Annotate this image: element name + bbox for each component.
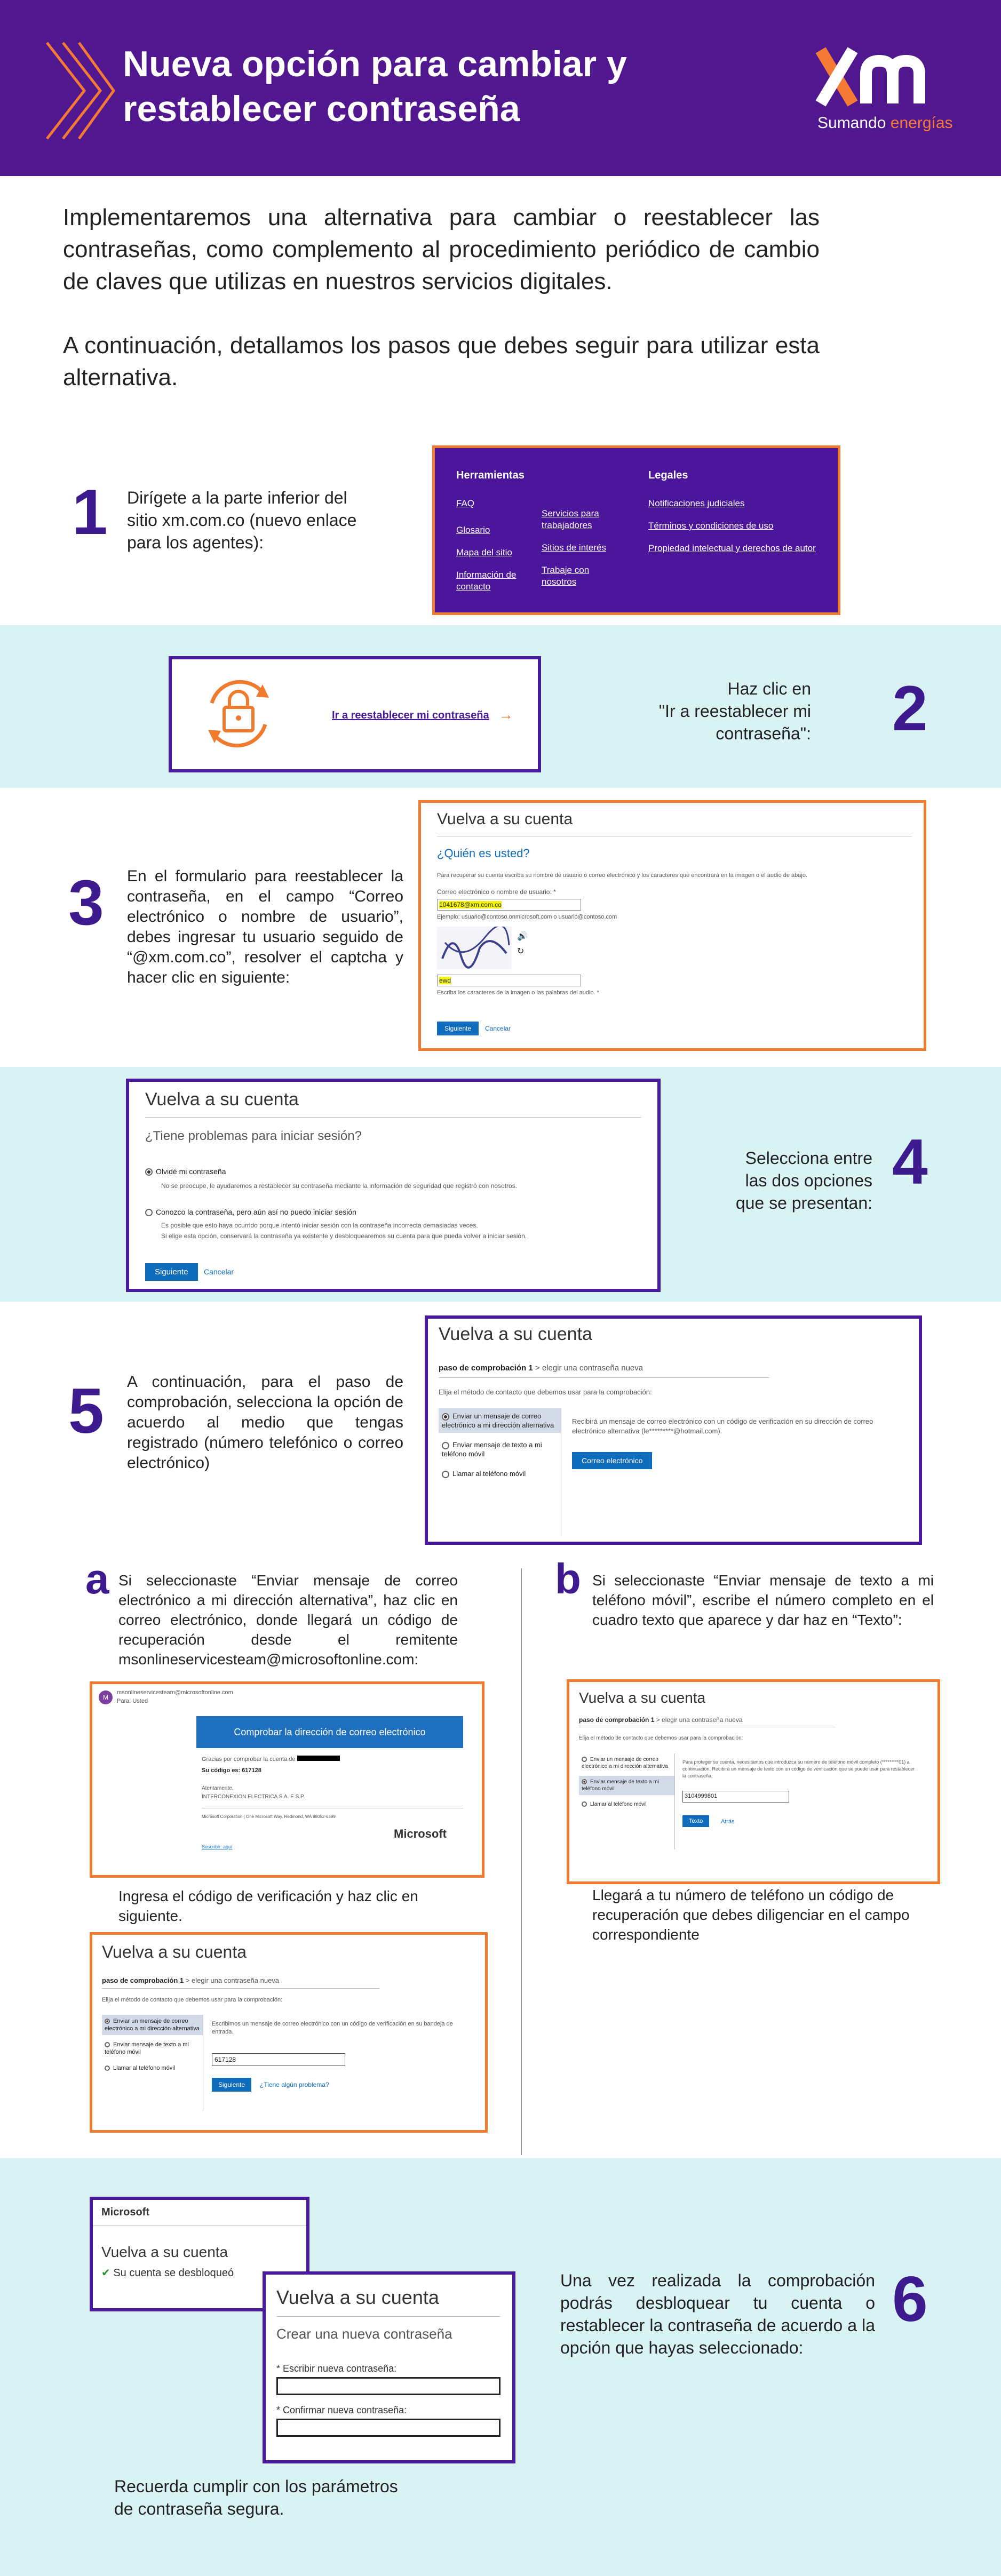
form-title: Vuelva a su cuenta [101, 2244, 228, 2260]
email-example: Ejemplo: usuario@contoso.onmicrosoft.com o usuario@contoso.com [437, 914, 617, 920]
substep-letter-b: b [555, 1555, 581, 1602]
step-number-4: 4 [892, 1126, 928, 1198]
step2-text: Haz clic en "Ir a reestablecer mi contraseña": [658, 679, 811, 743]
method-list [439, 1408, 561, 1536]
confirm-password-input[interactable] [276, 2419, 501, 2437]
radio-selected-icon[interactable] [145, 1168, 153, 1176]
mail-company: INTERCONEXION ELECTRICA S.A. E.S.P. [202, 1794, 305, 1800]
choose-method-label: Elija el método de contacto que debemos usar para la comprobación: [579, 1735, 743, 1741]
email-field[interactable]: 1041678@xm.com.co [437, 899, 581, 911]
choose-method-label: Elija el método de contacto que debemos usar para la comprobación: [439, 1388, 652, 1396]
confirm-password-label: * Confirmar nueva contraseña: [276, 2405, 407, 2415]
step6-text: Una vez realizada la comprobación podrás desbloquear tu cuenta o restablecer la contraseña de acuerdo a la opción que hayas seleccionado: [560, 2271, 875, 2357]
footer-link[interactable]: Glosario [456, 525, 490, 535]
microsoft-logo: Microsoft [394, 1827, 447, 1840]
method-info: Escribimos un mensaje de correo electrónico con un código de verificación en su bandeja de entrada. [212, 2021, 453, 2035]
method-option-call[interactable]: Llamar al teléfono móvil [102, 2062, 203, 2075]
refresh-icon[interactable]: ↻ [517, 947, 525, 956]
mail-fineprint: Microsoft Corporation | One Microsoft Way, Redmond, WA 98052-6399 [202, 1814, 336, 1819]
mail-code-line: Su código es: 617128 [202, 1767, 261, 1774]
option-description: No se preocupe, le ayudaremos a restablecer su contraseña mediante la información de seguridad que registró con nosotros. [161, 1182, 518, 1190]
footer-link[interactable]: Notificaciones judiciales [648, 498, 745, 508]
arrow-right-icon: → [498, 706, 513, 723]
mail-recipient: Para: Usted [117, 1698, 148, 1704]
step-number-3: 3 [68, 867, 104, 938]
cancel-link[interactable]: Cancelar [204, 1267, 234, 1276]
microsoft-logo: Microsoft [101, 2206, 149, 2218]
form-title: Vuelva a su cuenta [439, 1324, 592, 1344]
footer-heading-legal: Legales [648, 469, 688, 481]
step-number-2: 2 [892, 673, 928, 744]
verification-method-screenshot [425, 1315, 922, 1545]
form-title: Vuelva a su cuenta [102, 1942, 247, 1961]
footer-link[interactable]: Propiedad intelectual y derechos de autor [648, 543, 816, 553]
form-title: Vuelva a su cuenta [579, 1689, 706, 1706]
phone-input[interactable]: 3104999801 [682, 1791, 789, 1803]
trouble-signin-screenshot [126, 1079, 661, 1292]
verification-email-screenshot [90, 1681, 484, 1878]
form-subtitle: Crear una nueva contraseña [276, 2326, 452, 2342]
new-password-input[interactable] [276, 2377, 501, 2395]
unsubscribe-link[interactable]: Suscribir: aquí [202, 1844, 233, 1849]
radio-unselected-icon[interactable] [145, 1209, 153, 1216]
new-password-screenshot [263, 2271, 515, 2463]
mail-sender: msonlineservicesteam@microsoftonline.com [117, 1689, 233, 1696]
captcha-help: Escriba los caracteres de la imagen o las palabras del audio. * [437, 990, 599, 996]
check-circle-icon: ✔ [101, 2267, 110, 2279]
step-number-1: 1 [72, 476, 108, 548]
step-number-6: 6 [892, 2263, 928, 2335]
lock-reset-icon [198, 671, 279, 756]
stepA-text: Si seleccionaste “Enviar mensaje de correo electrónico a mi dirección alternativa”, haz clic en correo electrónico, donde llegará un código de recuperación desde el remitente msonlineservicesteam@microsoftonline.com: [118, 1572, 458, 1668]
page-title: Nueva opción para cambiar y restablecer contraseña [123, 44, 627, 129]
send-text-button[interactable]: Texto [682, 1815, 709, 1827]
enter-code-screenshot [90, 1932, 488, 2133]
step4-text: Selecciona entre las dos opciones que se presentan: [735, 1149, 872, 1213]
unlocked-message: ✔ Su cuenta se desbloqueó [101, 2267, 234, 2279]
captcha-image [437, 927, 512, 969]
footer-link[interactable]: Trabaje con nosotros [542, 565, 590, 587]
footer-link[interactable]: Mapa del sitio [456, 547, 512, 557]
email-field-label: Correo electrónico o nombre de usuario: * [437, 888, 556, 896]
sms-verification-screenshot [567, 1679, 940, 1884]
email-button[interactable]: Correo electrónico [572, 1452, 652, 1469]
logo-tagline: Sumando energías [817, 114, 953, 132]
avatar: M [99, 1690, 113, 1704]
intro-text: Implementaremos una alternativa para cambiar o reestablecer las contraseñas, como complemento al procedimiento periódico de cambio de claves que utilizas en nuestros servicios digitales. A continuación, detallamos los pasos que debes seguir para utilizar esta alternativa. [63, 204, 820, 390]
step-breadcrumb: paso de comprobación 1 > elegir una contraseña nueva [579, 1716, 743, 1724]
footer-link[interactable]: FAQ [456, 498, 475, 508]
footer-link[interactable]: Términos y condiciones de uso [648, 521, 774, 531]
form-description: Para recuperar su cuenta escriba su nombre de usuario o correo electrónico y los caracteres que encontrará en la imagen o el audio de abajo. [437, 872, 808, 879]
method-option-email[interactable]: Enviar un mensaje de correo electrónico a mi dirección alternativa [582, 1757, 668, 1769]
password-reminder: Recuerda cumplir con los parámetros de contraseña segura. [114, 2477, 398, 2518]
next-button[interactable]: Siguiente [437, 1022, 479, 1035]
mail-banner: Comprobar la dirección de correo electrónico [196, 1716, 463, 1748]
method-list [102, 2015, 203, 2111]
form-title: Vuelva a su cuenta [437, 810, 573, 828]
site-footer-screenshot [432, 445, 840, 615]
reset-link-screenshot [169, 656, 541, 772]
stepB-text2: Llegará a tu número de teléfono un código de recuperación que debes diligenciar en el campo correspondiente [592, 1887, 910, 1943]
next-button[interactable]: Siguiente [212, 2078, 251, 2092]
who-are-you-form-screenshot [418, 800, 926, 1051]
stepB-text: Si seleccionaste “Enviar mensaje de texto a mi teléfono móvil”, escribe el número completo en el cuadro texto que aparece y dar haz en “Texto”: [592, 1572, 934, 1628]
method-option-sms[interactable]: Enviar mensaje de texto a mi teléfono móvil [579, 1776, 674, 1795]
column-divider [521, 1568, 522, 2155]
captcha-field[interactable]: ewd [437, 975, 581, 986]
footer-link[interactable]: Servicios para trabajadores [542, 508, 599, 530]
footer-heading-tools: Herramientas [456, 469, 525, 481]
method-option-email[interactable]: Enviar un mensaje de correo electrónico a mi dirección alternativa [439, 1408, 561, 1433]
step-number-5: 5 [68, 1375, 104, 1447]
stepA-text2: Ingresa el código de verificación y haz clic en siguiente. [118, 1888, 418, 1924]
option-forgot-password[interactable]: Olvidé mi contraseña [145, 1167, 226, 1176]
form-subtitle: ¿Quién es usted? [437, 847, 530, 860]
mail-line1: Gracias por comprobar la cuenta de [202, 1756, 340, 1762]
verification-code-input[interactable]: 617128 [212, 2053, 345, 2066]
cancel-link[interactable]: Cancelar [485, 1025, 511, 1032]
xm-logo [815, 45, 933, 109]
choose-method-label: Elija el método de contacto que debemos usar para la comprobación: [102, 1997, 283, 2003]
form-title: Vuelva a su cuenta [145, 1089, 299, 1110]
option-know-password[interactable]: Conozco la contraseña, pero aún así no puedo iniciar sesión [145, 1208, 356, 1216]
method-option-email[interactable]: Enviar un mensaje de correo electrónico a mi dirección alternativa [102, 2015, 203, 2035]
option-description: Si elige esta opción, conservará la contraseña ya existente y desbloquearemos su cuenta para que pueda volver a iniciar sesión. [161, 1232, 527, 1240]
method-option-call[interactable]: Llamar al teléfono móvil [439, 1466, 561, 1481]
trouble-link[interactable]: ¿Tiene algún problema? [260, 2081, 329, 2088]
step3-text: En el formulario para reestablecer la contraseña, en el campo “Correo electrónico o nombre de usuario”, debes ingresar tu usuario seguido de “@xm.com.co”, resolver el captcha y hacer clic en siguiente: [127, 867, 403, 986]
next-button[interactable]: Siguiente [145, 1263, 198, 1281]
method-info: Recibirá un mensaje de correo electrónico con un código de verificación en su dirección de correo electrónico alternativa (le*********@hotmail.com). [572, 1417, 873, 1435]
substep-letter-a: a [85, 1555, 109, 1602]
reset-password-link[interactable]: Ir a reestablecer mi contraseña [332, 709, 489, 721]
form-title: Vuelva a su cuenta [276, 2286, 439, 2308]
chevron-decoration-icon [42, 37, 116, 144]
method-info: Para proteger su cuenta, necesitamos que introduzca su número de teléfono móvil completo (*********01) a continuación. Recibirá un mensaje de texto con un código de verificación que se puede usar para restablecer la contraseña. [682, 1759, 915, 1779]
option-description: Es posible que esto haya ocurrido porque intentó iniciar sesión con la contraseña incorrecta demasiadas veces. [161, 1222, 478, 1229]
audio-icon[interactable]: 🔊 [517, 932, 528, 941]
form-subtitle: ¿Tiene problemas para iniciar sesión? [145, 1129, 362, 1143]
step5-text: A continuación, para el paso de comprobación, selecciona la opción de acuerdo al medio que tengas registrado (número telefónico o correo electrónico) [127, 1373, 403, 1472]
step-breadcrumb: paso de comprobación 1 > elegir una contraseña nueva [439, 1363, 644, 1373]
footer-link[interactable]: Sitios de interés [542, 543, 606, 553]
method-option-sms[interactable]: Enviar mensaje de texto a mi teléfono móvil [442, 1441, 542, 1458]
method-option-sms[interactable]: Enviar mensaje de texto a mi teléfono móvil [105, 2041, 189, 2055]
method-option-call[interactable]: Llamar al teléfono móvil [579, 1798, 674, 1811]
step1-text: Dirígete a la parte inferior del sitio xm.com.co (nuevo enlace para los agentes): [127, 488, 357, 552]
step-breadcrumb: paso de comprobación 1 > elegir una contraseña nueva [102, 1976, 280, 1984]
back-link[interactable]: Atrás [721, 1819, 735, 1825]
method-list [579, 1753, 675, 1849]
new-password-label: * Escribir nueva contraseña: [276, 2363, 397, 2374]
footer-link[interactable]: Información de contacto [456, 570, 517, 592]
mail-signoff: Atentamente, [202, 1785, 234, 1791]
